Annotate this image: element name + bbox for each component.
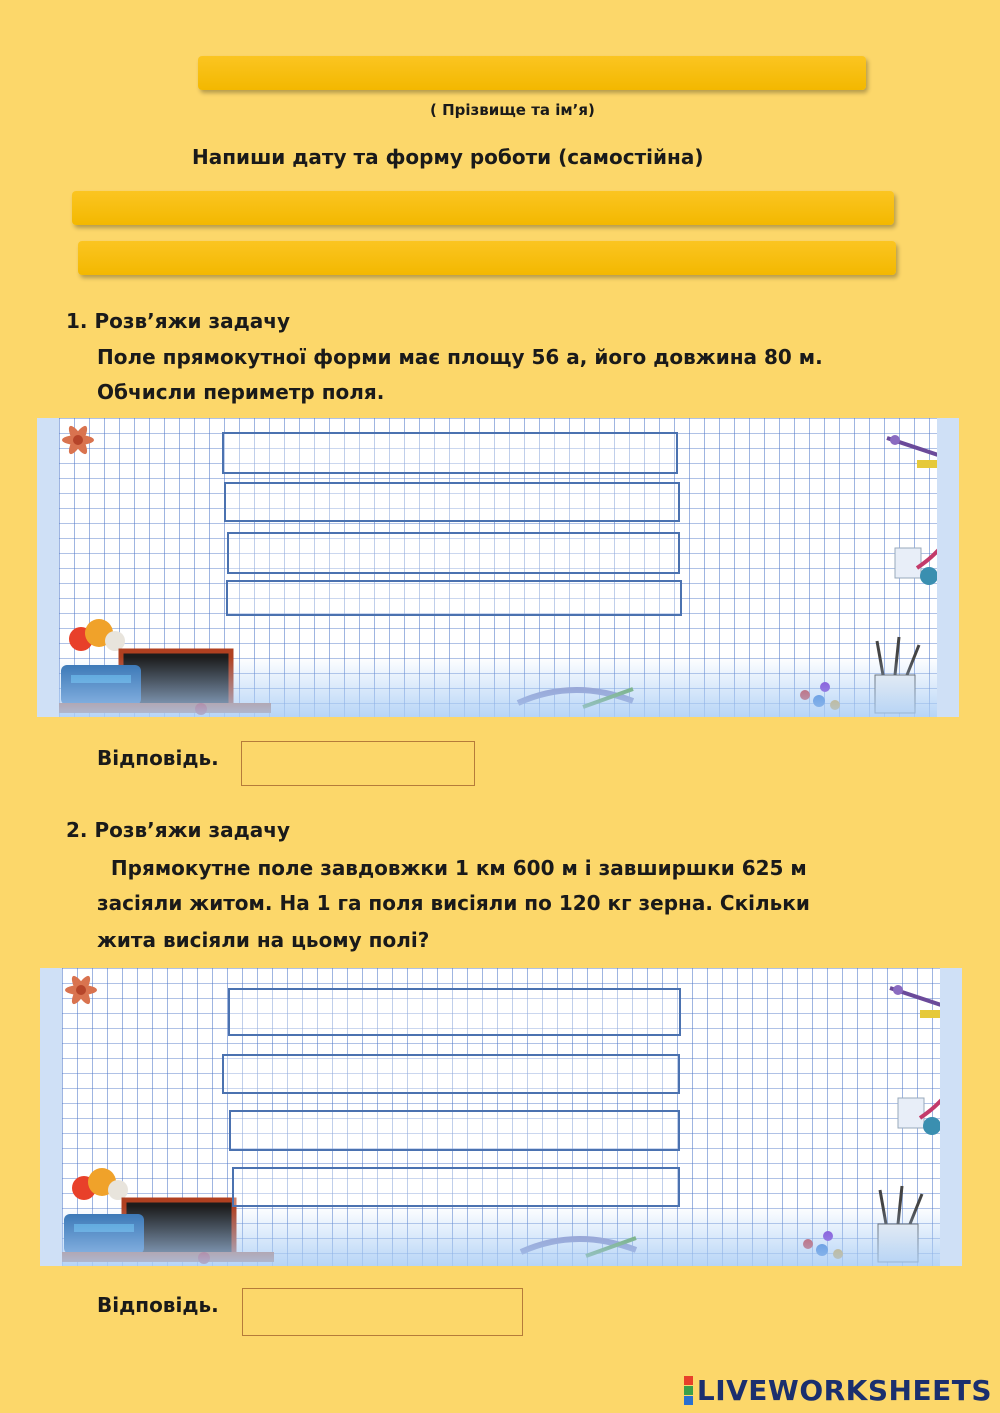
paint-brush-icon: [887, 538, 947, 588]
task-1-number: 1.: [66, 309, 88, 333]
name-input-bar[interactable]: [198, 56, 866, 90]
date-input-bar[interactable]: [72, 191, 894, 225]
task-1-answer-line-4[interactable]: [226, 580, 682, 616]
task-1-title: Розв’яжи задачу: [94, 309, 291, 333]
task-1-answer-line-2[interactable]: [224, 482, 680, 522]
flower-icon: [43, 420, 113, 460]
task-1-answer-line-3[interactable]: [227, 532, 680, 574]
task-1-line-2: Обчисли периметр поля.: [97, 380, 385, 404]
pencil-cup-icon: [798, 1184, 948, 1264]
task-1-grid-area: [37, 418, 959, 717]
flower-icon: [46, 970, 116, 1010]
task-2-heading: [66, 818, 290, 842]
task-2-grid-area: [40, 968, 962, 1266]
ruler-icon: [516, 1232, 646, 1262]
task-1-line-1: Поле прямокутної форми має площу 56 а, його довжина 80 м.: [97, 345, 823, 369]
task-2-answer-line-4[interactable]: [232, 1167, 680, 1207]
task-2-answer-line-2[interactable]: [222, 1054, 680, 1094]
compass-tools-icon: [877, 428, 957, 478]
task-2-answer-line-1[interactable]: [228, 988, 681, 1036]
task-1-heading: [66, 309, 290, 333]
compass-tools-icon: [880, 978, 960, 1028]
brand-text: LIVEWORKSHEETS: [696, 1374, 992, 1407]
task-1-answer-box[interactable]: [241, 741, 475, 786]
task-1-answer-label: Відповідь.: [97, 746, 219, 770]
work-form-input-bar[interactable]: [78, 241, 896, 275]
task-2-answer-box[interactable]: [242, 1288, 523, 1336]
task-2-number: 2.: [66, 818, 88, 842]
task-1-answer-line-1[interactable]: [222, 432, 678, 474]
school-supplies-icon: [51, 617, 281, 717]
ruler-icon: [513, 683, 643, 713]
paint-brush-icon: [890, 1088, 950, 1138]
task-2-answer-line-3[interactable]: [229, 1110, 680, 1151]
name-caption: ( Прізвище та ім’я): [430, 101, 595, 119]
pencil-cup-icon: [795, 635, 945, 715]
date-instruction: Напиши дату та форму роботи (самостійна): [192, 145, 704, 169]
task-2-line-2: засіяли житом. На 1 га поля висіяли по 120 кг зерна. Скільки: [97, 891, 810, 915]
task-2-line-1: Прямокутне поле завдовжки 1 км 600 м і завширшки 625 м: [97, 856, 807, 880]
liveworksheets-icon: [684, 1376, 693, 1405]
task-2-title: Розв’яжи задачу: [94, 818, 291, 842]
task-2-line-3: жита висіяли на цьому полі?: [97, 928, 430, 952]
task-2-answer-label: Відповідь.: [97, 1293, 219, 1317]
liveworksheets-logo[interactable]: [684, 1374, 992, 1407]
